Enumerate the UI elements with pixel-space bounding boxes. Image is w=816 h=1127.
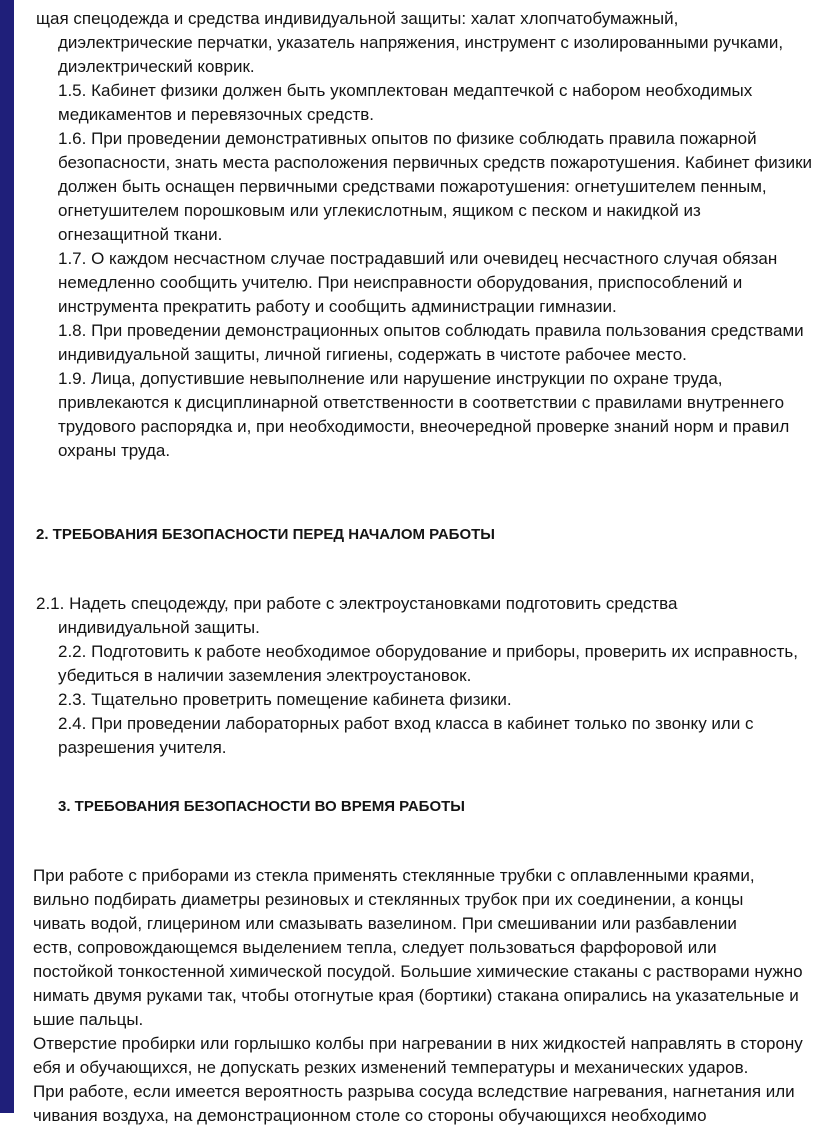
text-line: немедленно сообщить учителю. При неисправности оборудования, приспособлений и [58,273,743,292]
text-line: безопасности, знать места расположения первичных средств пожаротушения. Кабинет физики [58,153,813,172]
text-line: диэлектрический коврик. [58,57,255,76]
text-line: индивидуальной защиты. [58,618,260,637]
text-line: ьшие пальцы. [33,1010,144,1029]
text-line: 2.3. Тщательно проветрить помещение кабинета физики. [58,690,512,709]
text-line: Отверстие пробирки или горлышко колбы при нагревании в них жидкостей направлять в сторону [33,1034,803,1053]
text-line: вильно подбирать диаметры резиновых и стеклянных трубок при их соединении, а концы [33,890,744,909]
text-line: диэлектрические перчатки, указатель напряжения, инструмент с изолированными ручками, [58,33,784,52]
text-line: щая спецодежда и средства индивидуальной защиты: халат хлопчатобумажный, [36,9,679,28]
text-line: привлекаются к дисциплинарной ответственности в соответствии с правилами внутреннего [58,393,785,412]
text-line: убедиться в наличии заземления электроустановок. [58,666,472,685]
text-line: разрешения учителя. [58,738,227,757]
text-line: При работе, если имеется вероятность разрыва сосуда вследствие нагревания, нагнетания или [33,1082,795,1101]
text-line: огнезащитной ткани. [58,225,223,244]
text-line: 1.8. При проведении демонстрационных опытов соблюдать правила пользования средствами [58,321,804,340]
text-line: индивидуальной защиты, личной гигиены, содержать в чистоте рабочее место. [58,345,687,364]
text-line: нимать двумя руками так, чтобы отогнутые края (бортики) стакана опирались на указательные и [33,986,799,1005]
left-margin-bar [0,0,14,1113]
text-line: 1.9. Лица, допустившие невыполнение или нарушение инструкции по охране труда, [58,369,723,388]
text-line: ебя и обучающихся, не допускать резких изменений температуры и механических ударов. [33,1058,749,1077]
text-line: еств, сопровождающемся выделением тепла, следует пользоваться фарфоровой или [33,938,717,957]
text-line: 1.5. Кабинет физики должен быть укомплектован медаптечкой с набором необходимых [58,81,753,100]
text-line: огнетушителем порошковым или углекислотным, ящиком с песком и накидкой из [58,201,701,220]
text-line: 2.1. Надеть спецодежду, при работе с электроустановками подготовить средства [36,594,678,613]
text-line: чивания воздуха, на демонстрационном столе со стороны обучающихся необходимо [33,1106,707,1125]
text-line: должен быть оснащен первичными средствами пожаротушения: огнетушителем пенным, [58,177,767,196]
text-line: инструмента прекратить работу и сообщить администрации гимназии. [58,297,617,316]
text-line: охраны труда. [58,441,171,460]
section-heading: 2. ТРЕБОВАНИЯ БЕЗОПАСНОСТИ ПЕРЕД НАЧАЛОМ РАБОТЫ [36,526,495,543]
text-line: 2.4. При проведении лабораторных работ вход класса в кабинет только по звонку или с [58,714,754,733]
text-line: 1.7. О каждом несчастном случае пострадавший или очевидец несчастного случая обязан [58,249,778,268]
text-line: 2.2. Подготовить к работе необходимое оборудование и приборы, проверить их исправность, [58,642,798,661]
text-line: медикаментов и перевязочных средств. [58,105,374,124]
text-line: постойкой тонкостенной химической посудой. Большие химические стаканы с растворами нужно [33,962,803,981]
text-line: При работе с приборами из стекла применять стеклянные трубки с оплавленными краями, [33,866,755,885]
section-heading: 3. ТРЕБОВАНИЯ БЕЗОПАСНОСТИ ВО ВРЕМЯ РАБОТЫ [58,798,465,815]
text-line: чивать водой, глицерином или смазывать вазелином. При смешивании или разбавлении [33,914,737,933]
text-line: трудового распорядка и, при необходимости, внеочередной проверке знаний норм и правил [58,417,790,436]
text-line: 1.6. При проведении демонстративных опытов по физике соблюдать правила пожарной [58,129,757,148]
